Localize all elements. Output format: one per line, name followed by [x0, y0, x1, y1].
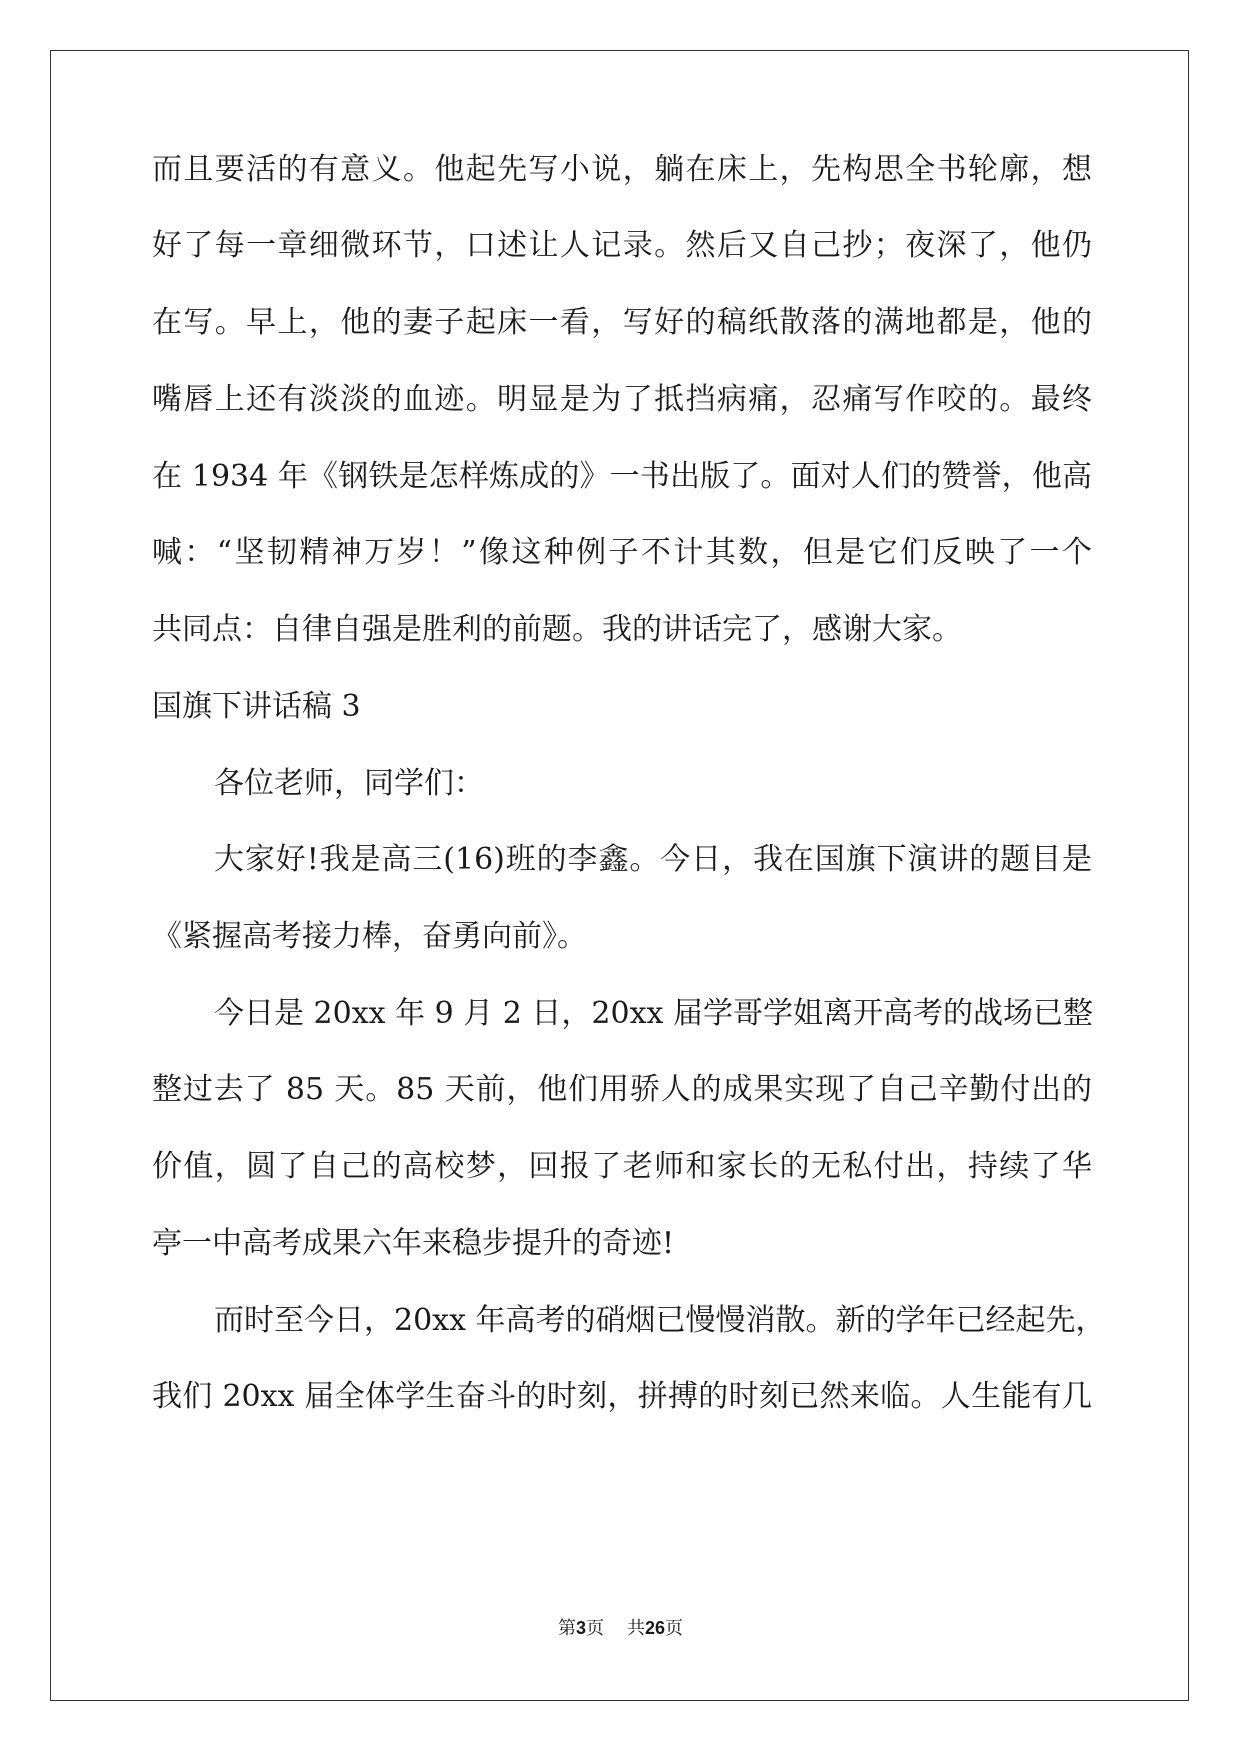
total-suffix: 页 [664, 1618, 683, 1639]
body-line: 整过去了 85 天。85 天前，他们用骄人的成果实现了自己辛勤付出的 [152, 1072, 1092, 1107]
body-line: 在 1934 年《钢铁是怎样炼成的》一书出版了。面对人们的赞誉，他高 [152, 459, 1092, 494]
section-heading: 国旗下讲话稿 3 [152, 689, 361, 724]
body-line: 大家好!我是高三(16)班的李鑫。今日，我在国旗下演讲的题目是 [214, 842, 1092, 877]
body-line: 而时至今日，20xx 年高考的硝烟已慢慢消散。新的学年已经起先， [214, 1303, 1106, 1338]
body-line: 《紧握高考接力棒，奋勇向前》。 [152, 919, 587, 954]
page-footer [0, 1616, 1241, 1641]
total-prefix: 共 [626, 1618, 645, 1639]
body-line: 今日是 20xx 年 9 月 2 日，20xx 届学哥学姐离开高考的战场已整 [214, 996, 1093, 1031]
body-line: 价值，圆了自己的高校梦，回报了老师和家长的无私付出，持续了华 [152, 1149, 1092, 1184]
body-line: 嘴唇上还有淡淡的血迹。明显是为了抵挡病痛，忍痛写作咬的。最终 [152, 382, 1092, 417]
body-line: 我们 20xx 届全体学生奋斗的时刻，拼搏的时刻已然来临。人生能有几 [152, 1379, 1092, 1414]
body-line: 在写。早上，他的妻子起床一看，写好的稿纸散落的满地都是，他的 [152, 305, 1092, 340]
page-prefix: 第 [558, 1618, 577, 1639]
salutation: 各位老师，同学们： [214, 766, 484, 801]
body-line: 喊：“坚韧精神万岁！”像这种例子不计其数，但是它们反映了一个 [152, 535, 1092, 570]
body-line: 亭一中高考成果六年来稳步提升的奇迹! [152, 1226, 675, 1261]
body-line: 好了每一章细微环节，口述让人记录。然后又自己抄；夜深了，他仍 [152, 228, 1092, 263]
total-pages: 26 [644, 1618, 665, 1638]
body-line: 共同点：自律自强是胜利的前题。我的讲话完了，感谢大家。 [152, 612, 962, 647]
page-suffix: 页 [586, 1618, 605, 1639]
page-number: 3 [576, 1618, 587, 1638]
body-line: 而且要活的有意义。他起先写小说，躺在床上，先构思全书轮廓，想 [152, 152, 1092, 187]
